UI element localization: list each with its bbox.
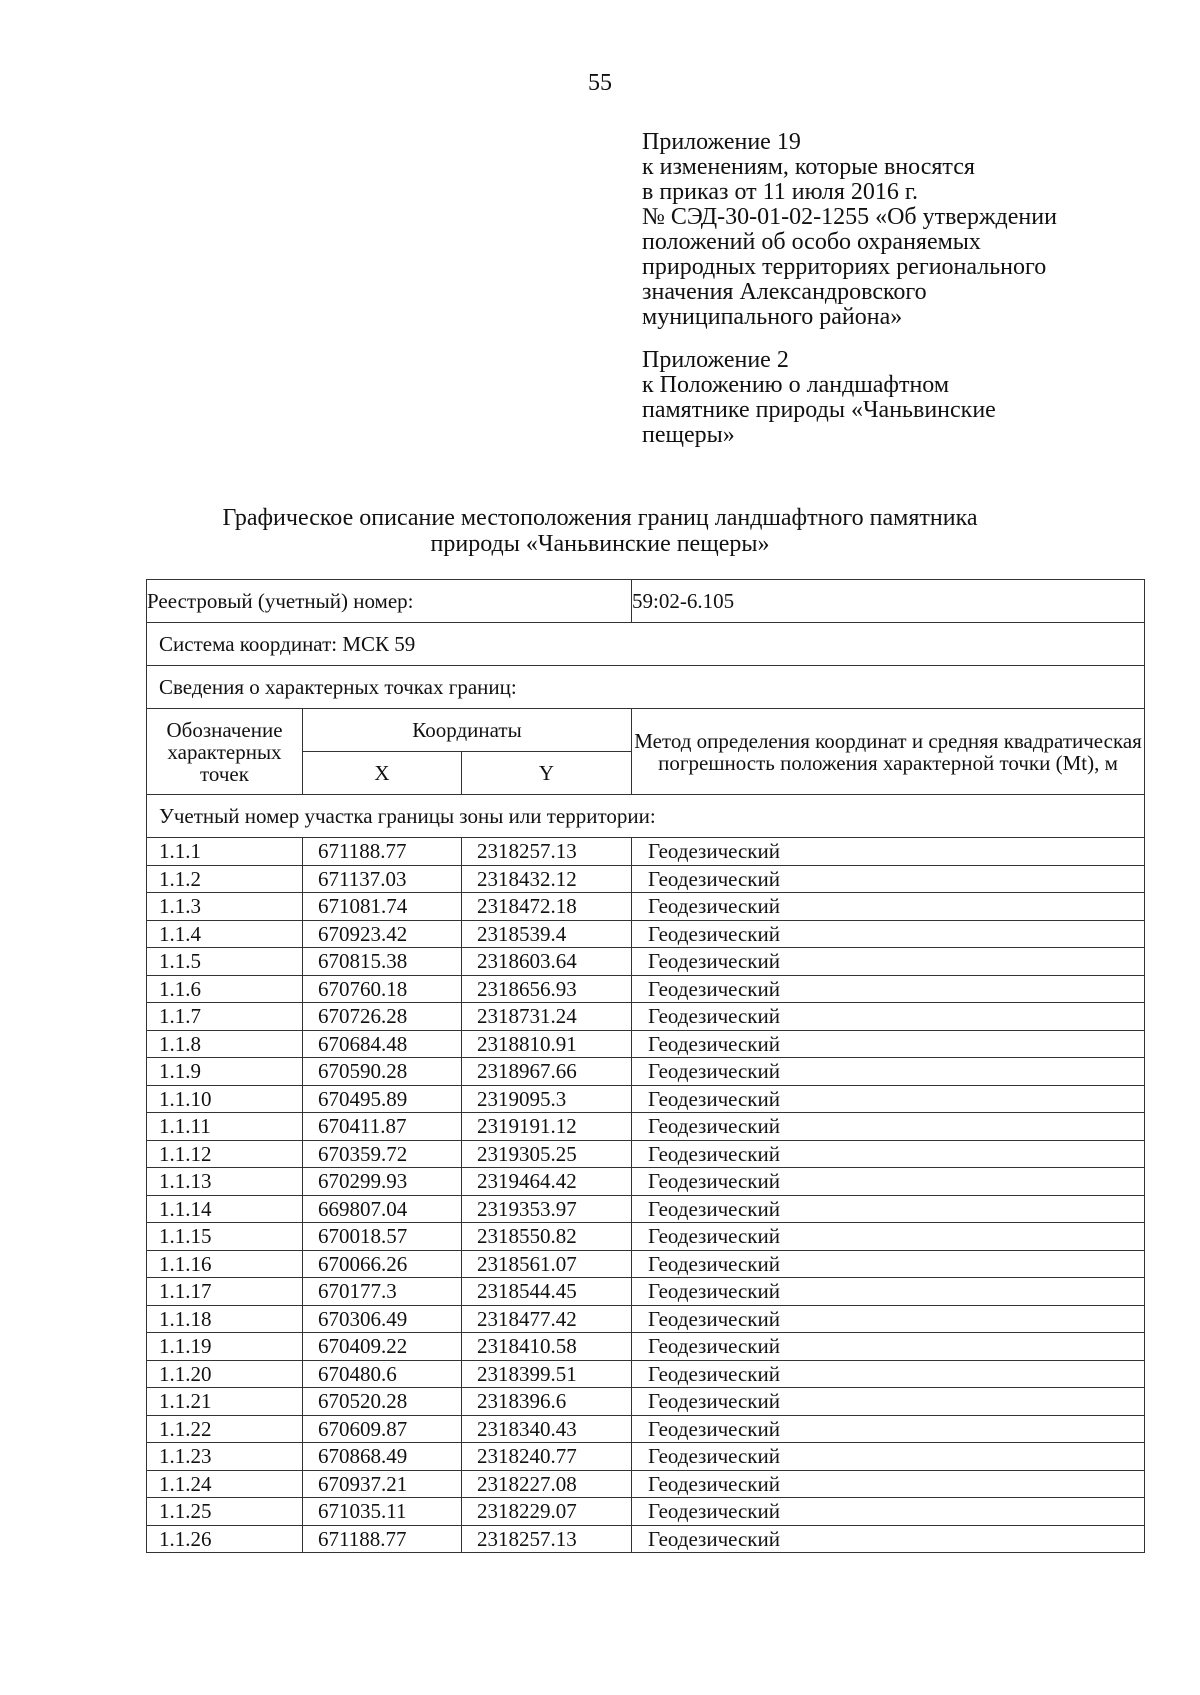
annex-main-line: муниципального района» xyxy=(642,304,903,330)
point-id-cell: 1.1.5 xyxy=(147,948,303,976)
col-coords-header: Координаты xyxy=(303,709,632,752)
method-cell: Геодезический xyxy=(632,1003,1145,1031)
col-x-header: X xyxy=(303,752,462,795)
points-info: Сведения о характерных точках границ: xyxy=(147,666,1145,709)
method-cell: Геодезический xyxy=(632,975,1145,1003)
coord-y-cell: 2318399.51 xyxy=(462,1360,632,1388)
coord-y-cell: 2318810.91 xyxy=(462,1030,632,1058)
method-cell: Геодезический xyxy=(632,1030,1145,1058)
point-id-cell: 1.1.13 xyxy=(147,1168,303,1196)
table-row xyxy=(147,1388,1145,1416)
coord-x-cell: 670590.28 xyxy=(303,1058,462,1086)
method-cell: Геодезический xyxy=(632,1388,1145,1416)
point-id-cell: 1.1.21 xyxy=(147,1388,303,1416)
table-row xyxy=(147,865,1145,893)
method-cell: Геодезический xyxy=(632,1305,1145,1333)
coord-system: Система координат: МСК 59 xyxy=(147,623,1145,666)
method-cell: Геодезический xyxy=(632,1195,1145,1223)
table-row xyxy=(147,1003,1145,1031)
table-row xyxy=(147,1498,1145,1526)
annex-sub-line: памятнике природы «Чаньвинские xyxy=(642,397,996,423)
coord-y-cell: 2319095.3 xyxy=(462,1085,632,1113)
table-row xyxy=(147,1250,1145,1278)
table-row xyxy=(147,948,1145,976)
registry-row xyxy=(147,580,1145,623)
coord-y-cell: 2318550.82 xyxy=(462,1223,632,1251)
annex-sub-line: пещеры» xyxy=(642,422,735,448)
coord-y-cell: 2319305.25 xyxy=(462,1140,632,1168)
coord-x-cell: 670359.72 xyxy=(303,1140,462,1168)
boundary-points-table xyxy=(146,579,1145,1553)
coord-y-cell: 2318539.4 xyxy=(462,920,632,948)
coord-x-cell: 670411.87 xyxy=(303,1113,462,1141)
table-row xyxy=(147,1030,1145,1058)
method-cell: Геодезический xyxy=(632,1470,1145,1498)
point-id-cell: 1.1.15 xyxy=(147,1223,303,1251)
annex-main-header xyxy=(642,130,1162,330)
method-cell: Геодезический xyxy=(632,893,1145,921)
point-id-cell: 1.1.1 xyxy=(147,838,303,866)
method-cell: Геодезический xyxy=(632,1415,1145,1443)
document-title xyxy=(150,505,1050,557)
coord-x-cell: 670868.49 xyxy=(303,1443,462,1471)
coord-y-cell: 2319191.12 xyxy=(462,1113,632,1141)
annex-sub-line: Приложение 2 xyxy=(642,347,789,373)
coord-x-cell: 670726.28 xyxy=(303,1003,462,1031)
table-row xyxy=(147,1085,1145,1113)
method-cell: Геодезический xyxy=(632,1360,1145,1388)
coord-y-cell: 2318603.64 xyxy=(462,948,632,976)
table-row xyxy=(147,893,1145,921)
annex-main-line: природных территориях регионального xyxy=(642,254,1047,280)
column-header-row xyxy=(147,709,1145,752)
point-id-cell: 1.1.18 xyxy=(147,1305,303,1333)
coord-y-cell: 2318544.45 xyxy=(462,1278,632,1306)
coord-x-cell: 670409.22 xyxy=(303,1333,462,1361)
table-row xyxy=(147,1360,1145,1388)
coord-y-cell: 2319464.42 xyxy=(462,1168,632,1196)
point-id-cell: 1.1.2 xyxy=(147,865,303,893)
annex-main-line: № СЭД-30-01-02-1255 «Об утверждении xyxy=(642,204,1057,230)
section-row xyxy=(147,795,1145,838)
points-info-row xyxy=(147,666,1145,709)
coord-y-cell: 2318472.18 xyxy=(462,893,632,921)
coord-x-cell: 670306.49 xyxy=(303,1305,462,1333)
coord-x-cell: 670937.21 xyxy=(303,1470,462,1498)
annex-sub-header xyxy=(642,348,1162,448)
coord-y-cell: 2318410.58 xyxy=(462,1333,632,1361)
coord-y-cell: 2318396.6 xyxy=(462,1388,632,1416)
table-row xyxy=(147,1470,1145,1498)
annex-main-line: положений об особо охраняемых xyxy=(642,229,981,255)
table-row xyxy=(147,1113,1145,1141)
coord-y-cell: 2318656.93 xyxy=(462,975,632,1003)
table-row xyxy=(147,920,1145,948)
table-row xyxy=(147,1058,1145,1086)
document-title-line: Графическое описание местоположения границ ландшафтного памятника xyxy=(222,505,978,531)
coord-x-cell: 670609.87 xyxy=(303,1415,462,1443)
method-cell: Геодезический xyxy=(632,1333,1145,1361)
coord-x-cell: 671188.77 xyxy=(303,1525,462,1553)
point-id-cell: 1.1.26 xyxy=(147,1525,303,1553)
coord-y-cell: 2318967.66 xyxy=(462,1058,632,1086)
coord-x-cell: 670480.6 xyxy=(303,1360,462,1388)
point-id-cell: 1.1.4 xyxy=(147,920,303,948)
page-number: 55 xyxy=(588,70,612,96)
point-id-cell: 1.1.6 xyxy=(147,975,303,1003)
coord-x-cell: 669807.04 xyxy=(303,1195,462,1223)
coord-system-row xyxy=(147,623,1145,666)
point-id-cell: 1.1.25 xyxy=(147,1498,303,1526)
table-row xyxy=(147,1140,1145,1168)
coord-y-cell: 2318432.12 xyxy=(462,865,632,893)
method-cell: Геодезический xyxy=(632,1085,1145,1113)
method-cell: Геодезический xyxy=(632,1223,1145,1251)
coord-y-cell: 2318731.24 xyxy=(462,1003,632,1031)
point-id-cell: 1.1.10 xyxy=(147,1085,303,1113)
method-cell: Геодезический xyxy=(632,920,1145,948)
coord-x-cell: 670520.28 xyxy=(303,1388,462,1416)
table-row xyxy=(147,1223,1145,1251)
coord-x-cell: 670684.48 xyxy=(303,1030,462,1058)
table-row xyxy=(147,975,1145,1003)
coord-x-cell: 671137.03 xyxy=(303,865,462,893)
annex-main-line: в приказ от 11 июля 2016 г. xyxy=(642,179,919,205)
coord-y-cell: 2318340.43 xyxy=(462,1415,632,1443)
coord-y-cell: 2318477.42 xyxy=(462,1305,632,1333)
method-cell: Геодезический xyxy=(632,865,1145,893)
coord-x-cell: 670923.42 xyxy=(303,920,462,948)
point-id-cell: 1.1.14 xyxy=(147,1195,303,1223)
col-y-header: Y xyxy=(462,752,632,795)
table-row xyxy=(147,1525,1145,1553)
table-row xyxy=(147,1305,1145,1333)
point-id-cell: 1.1.16 xyxy=(147,1250,303,1278)
registry-label: Реестровый (учетный) номер: xyxy=(147,580,632,623)
section-label: Учетный номер участка границы зоны или территории: xyxy=(147,795,1145,838)
coord-x-cell: 671188.77 xyxy=(303,838,462,866)
point-id-cell: 1.1.7 xyxy=(147,1003,303,1031)
coord-x-cell: 671035.11 xyxy=(303,1498,462,1526)
point-id-cell: 1.1.24 xyxy=(147,1470,303,1498)
coord-y-cell: 2318229.07 xyxy=(462,1498,632,1526)
table-row xyxy=(147,1278,1145,1306)
point-id-cell: 1.1.20 xyxy=(147,1360,303,1388)
method-cell: Геодезический xyxy=(632,1168,1145,1196)
coord-x-cell: 670299.93 xyxy=(303,1168,462,1196)
method-cell: Геодезический xyxy=(632,1058,1145,1086)
point-id-cell: 1.1.8 xyxy=(147,1030,303,1058)
table-row xyxy=(147,838,1145,866)
method-cell: Геодезический xyxy=(632,1525,1145,1553)
method-cell: Геодезический xyxy=(632,1498,1145,1526)
coord-x-cell: 670815.38 xyxy=(303,948,462,976)
table-row xyxy=(147,1333,1145,1361)
coord-x-cell: 670495.89 xyxy=(303,1085,462,1113)
coord-x-cell: 670066.26 xyxy=(303,1250,462,1278)
point-id-cell: 1.1.3 xyxy=(147,893,303,921)
method-cell: Геодезический xyxy=(632,1250,1145,1278)
table-row xyxy=(147,1195,1145,1223)
point-id-cell: 1.1.17 xyxy=(147,1278,303,1306)
coord-x-cell: 670018.57 xyxy=(303,1223,462,1251)
coord-y-cell: 2318561.07 xyxy=(462,1250,632,1278)
point-id-cell: 1.1.11 xyxy=(147,1113,303,1141)
point-id-cell: 1.1.23 xyxy=(147,1443,303,1471)
method-cell: Геодезический xyxy=(632,1113,1145,1141)
point-id-cell: 1.1.9 xyxy=(147,1058,303,1086)
method-cell: Геодезический xyxy=(632,1278,1145,1306)
annex-sub-line: к Положению о ландшафтном xyxy=(642,372,950,398)
coord-y-cell: 2318240.77 xyxy=(462,1443,632,1471)
coord-y-cell: 2318257.13 xyxy=(462,838,632,866)
coord-x-cell: 670760.18 xyxy=(303,975,462,1003)
coord-x-cell: 670177.3 xyxy=(303,1278,462,1306)
point-id-cell: 1.1.19 xyxy=(147,1333,303,1361)
coord-x-cell: 671081.74 xyxy=(303,893,462,921)
annex-main-line: к изменениям, которые вносятся xyxy=(642,154,975,180)
point-id-cell: 1.1.22 xyxy=(147,1415,303,1443)
annex-main-line: Приложение 19 xyxy=(642,129,801,155)
method-cell: Геодезический xyxy=(632,948,1145,976)
method-cell: Геодезический xyxy=(632,838,1145,866)
table-row xyxy=(147,1415,1145,1443)
coord-y-cell: 2319353.97 xyxy=(462,1195,632,1223)
coord-y-cell: 2318227.08 xyxy=(462,1470,632,1498)
table-row xyxy=(147,1443,1145,1471)
coord-y-cell: 2318257.13 xyxy=(462,1525,632,1553)
table-row xyxy=(147,1168,1145,1196)
col-point-header: Обозначение характерных точек xyxy=(147,709,303,795)
point-id-cell: 1.1.12 xyxy=(147,1140,303,1168)
annex-main-line: значения Александровского xyxy=(642,279,927,305)
method-cell: Геодезический xyxy=(632,1443,1145,1471)
document-title-line: природы «Чаньвинские пещеры» xyxy=(430,531,770,557)
registry-value: 59:02-6.105 xyxy=(632,580,1145,623)
method-cell: Геодезический xyxy=(632,1140,1145,1168)
col-method-header: Метод определения координат и средняя квадратическая погрешность положения характерной точки (Mt), м xyxy=(632,709,1145,795)
